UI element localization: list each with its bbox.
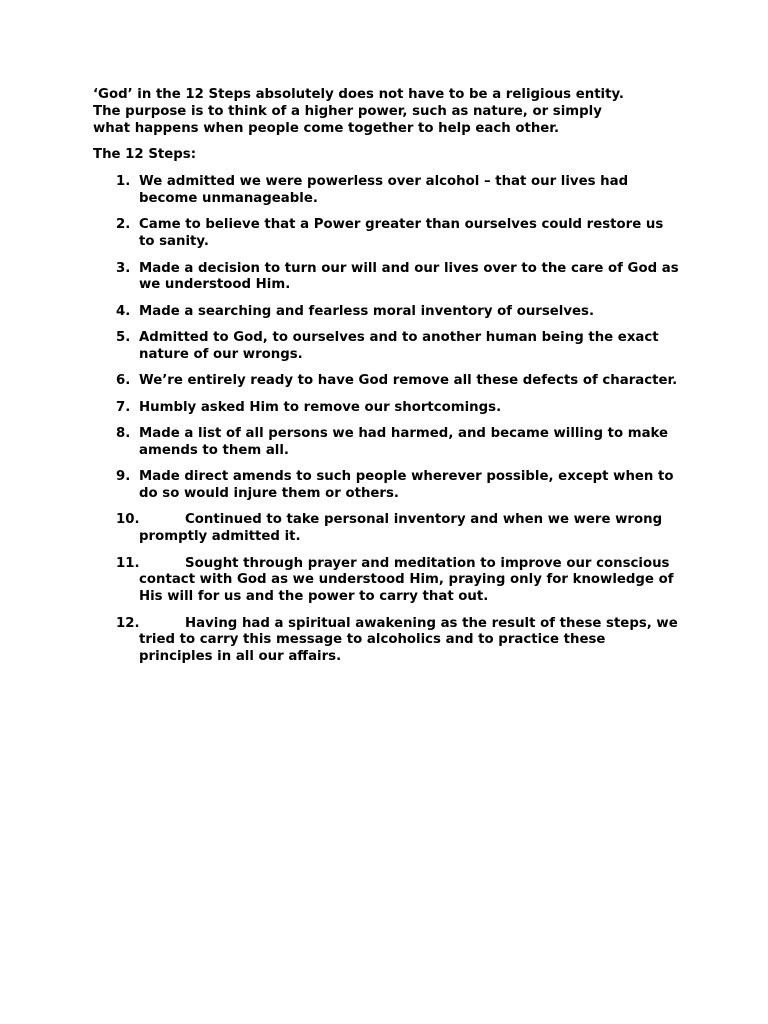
step-number: 1. xyxy=(116,174,131,190)
step-text: We admitted we were powerless over alcohol – that our lives had become unmanageable. xyxy=(139,174,629,206)
intro-paragraph: ‘God’ in the 12 Steps absolutely does not have to be a religious entity. The purpose is to think of a higher power, such as nature, or simply what happens when people come together to help each other. xyxy=(93,87,624,136)
step-text: Admitted to God, to ourselves and to another human being the exact nature of our wrongs. xyxy=(139,330,659,362)
step-item xyxy=(93,469,683,503)
step-number: 7. xyxy=(116,399,131,415)
step-item xyxy=(93,330,683,364)
step-number: 11. xyxy=(116,555,140,571)
step-item xyxy=(93,217,683,251)
step-item xyxy=(93,261,683,295)
step-text xyxy=(139,556,683,606)
step-text: Humbly asked Him to remove our shortcomings. xyxy=(139,399,502,415)
step-text-content: Continued to take personal inventory and when we were wrong promptly admitted it. xyxy=(139,512,663,545)
step-text: We’re entirely ready to have God remove all these defects of character. xyxy=(139,373,678,389)
steps-list xyxy=(93,174,683,666)
step-text-content: Sought through prayer and meditation to improve our conscious contact with God as we understood Him, praying only for knowledge of His will for us and the power to carry that out. xyxy=(139,555,674,605)
step-number: 2. xyxy=(116,217,131,233)
step-number: 12. xyxy=(116,615,140,631)
step-number: 6. xyxy=(116,373,131,389)
step-item xyxy=(93,304,683,321)
step-text: Made a list of all persons we had harmed, and became willing to make amends to them all. xyxy=(139,426,669,458)
step-number: 5. xyxy=(116,330,131,346)
step-item xyxy=(93,616,683,666)
step-item xyxy=(93,426,683,460)
step-number: 3. xyxy=(116,260,131,276)
step-text xyxy=(139,512,683,546)
step-text: Came to believe that a Power greater than ourselves could restore us to sanity. xyxy=(139,217,664,250)
step-item xyxy=(93,373,683,390)
step-item xyxy=(93,174,683,208)
step-item xyxy=(93,400,683,417)
step-text xyxy=(139,616,683,666)
step-text: Made direct amends to such people wherever possible, except when to do so would injure them or others. xyxy=(139,469,674,502)
step-number: 9. xyxy=(116,469,131,485)
step-number: 8. xyxy=(116,426,131,442)
steps-heading: The 12 Steps: xyxy=(93,147,197,163)
step-item xyxy=(93,556,683,606)
step-text-content: Having had a spiritual awakening as the result of these steps, we tried to carry this message to alcoholics and to practice these principles in all our affairs. xyxy=(139,615,678,665)
document-page xyxy=(93,87,683,676)
step-text: Made a decision to turn our will and our lives over to the care of God as we understood Him. xyxy=(139,260,679,293)
step-item xyxy=(93,512,683,546)
step-text: Made a searching and fearless moral inventory of ourselves. xyxy=(139,303,594,319)
step-number: 4. xyxy=(116,303,131,319)
step-number: 10. xyxy=(116,512,140,528)
